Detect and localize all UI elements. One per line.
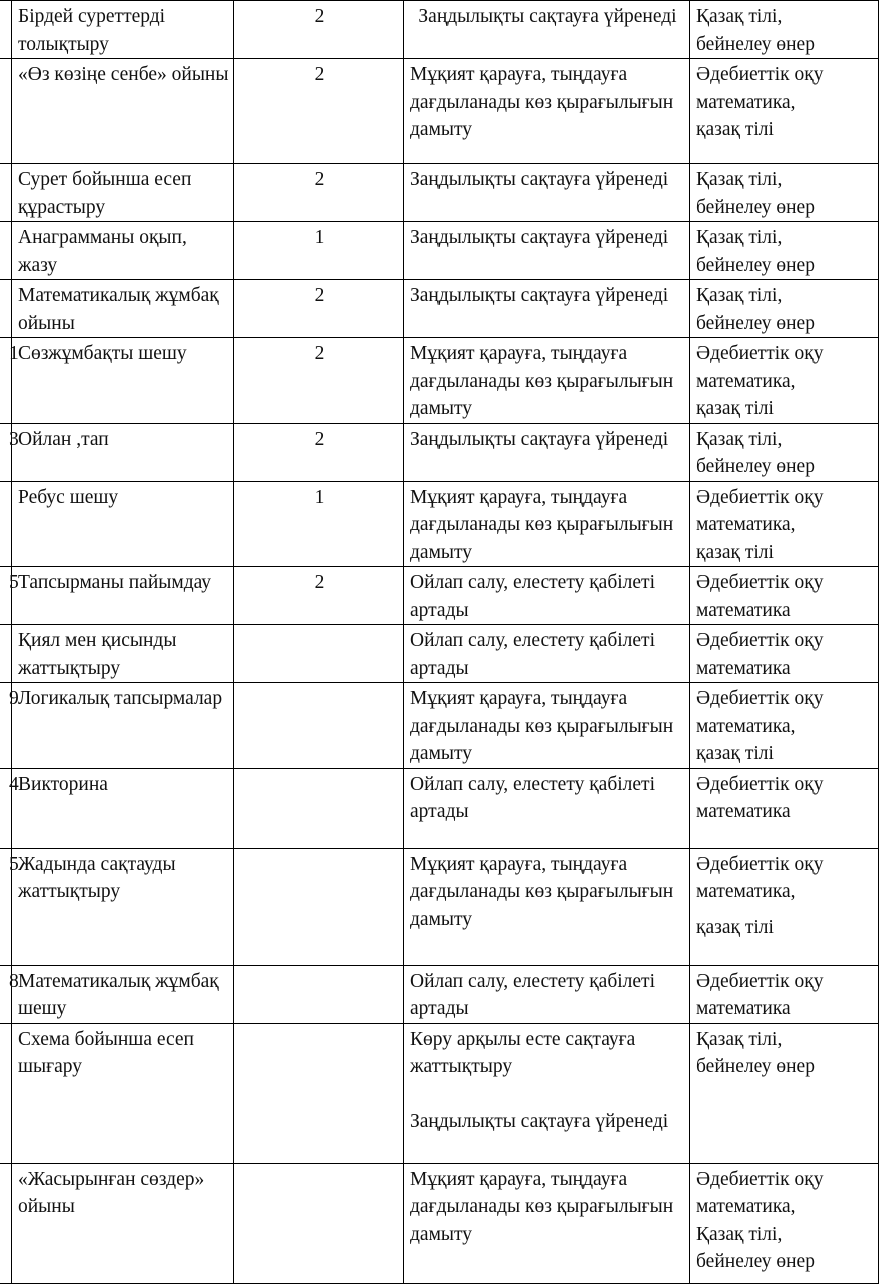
skill-cell: Ойлап салу, елестету қабілеті артады: [404, 625, 690, 683]
subjects-cell: [690, 848, 879, 965]
table-row: [0, 683, 879, 769]
subjects-cell: Қазақ тілі, бейнелеу өнер: [690, 280, 879, 338]
table-row: [0, 338, 879, 424]
row-number-cell: [0, 164, 12, 222]
skill-cell: Заңдылықты сақтауға үйренеді: [404, 423, 690, 481]
skill-cell: Заңдылықты сақтауға үйренеді: [404, 280, 690, 338]
skill-cell: [404, 1023, 690, 1163]
hours-cell: [234, 1163, 404, 1283]
subjects-cell: Әдебиеттік оқу математика, Қазақ тілі, бейнелеу өнер: [690, 1163, 879, 1283]
hours-cell: 2: [234, 164, 404, 222]
hours-cell: 2: [234, 423, 404, 481]
subjects-cell: Қазақ тілі, бейнелеу өнер: [690, 1, 879, 59]
row-number-cell: [0, 481, 12, 567]
subjects-cell: Әдебиеттік оқу математика, қазақ тілі: [690, 59, 879, 164]
table-row: [0, 567, 879, 625]
activity-name-cell: Схема бойынша есеп шығару: [12, 1023, 234, 1163]
table-row: [0, 768, 879, 848]
subjects-cell: Әдебиеттік оқу математика: [690, 965, 879, 1023]
activity-name-cell: Математикалық жұмбақ ойыны: [12, 280, 234, 338]
row-number-cell: 4: [0, 768, 12, 848]
row-number-cell: [0, 1163, 12, 1283]
skill-cell: Ойлап салу, елестету қабілеті артады: [404, 768, 690, 848]
activity-name-cell: Логикалық тапсырмалар: [12, 683, 234, 769]
skill-cell: Мұқият қарауға, тыңдауға дағдыланады көз қырағылығын дамыту: [404, 848, 690, 965]
activity-name-cell: Ребус шешу: [12, 481, 234, 567]
activity-name-cell: Сөзжұмбақты шешу: [12, 338, 234, 424]
skill-cell: Мұқият қарауға, тыңдауға дағдыланады көз қырағылығын дамыту: [404, 59, 690, 164]
row-number-cell: [0, 1023, 12, 1163]
skill-cell: Мұқият қарауға, тыңдауға дағдыланады көз қырағылығын дамыту: [404, 481, 690, 567]
hours-cell: [234, 625, 404, 683]
row-number-cell: [0, 222, 12, 280]
row-number-cell: 5: [0, 848, 12, 965]
table-row: [0, 1, 879, 59]
table-row: [0, 625, 879, 683]
activity-name-cell: Анаграмманы оқып, жазу: [12, 222, 234, 280]
subjects-cell: Қазақ тілі, бейнелеу өнер: [690, 222, 879, 280]
activity-name-cell: Тапсырманы пайымдау: [12, 567, 234, 625]
activity-name-cell: «Өз көзіңе сенбе» ойыны: [12, 59, 234, 164]
activity-name-cell: Қиял мен қисынды жаттықтыру: [12, 625, 234, 683]
skill-cell: Заңдылықты сақтауға үйренеді: [404, 164, 690, 222]
row-number-cell: [0, 625, 12, 683]
subjects-text: қазақ тілі: [696, 916, 774, 938]
table-row: [0, 280, 879, 338]
hours-cell: 2: [234, 59, 404, 164]
subjects-cell: Әдебиеттік оқу математика, қазақ тілі: [690, 683, 879, 769]
table-row: [0, 164, 879, 222]
skill-cell: Ойлап салу, елестету қабілеті артады: [404, 567, 690, 625]
row-number-cell: [0, 280, 12, 338]
subjects-cell: Қазақ тілі, бейнелеу өнер: [690, 423, 879, 481]
table-row: [0, 965, 879, 1023]
table-row: [0, 423, 879, 481]
skill-cell: Мұқият қарауға, тыңдауға дағдыланады көз қырағылығын дамыту: [404, 1163, 690, 1283]
skill-text: Көру арқылы есте сақтауға жаттықтыру: [410, 1028, 636, 1077]
subjects-text: Әдебиеттік оқу математика,: [696, 853, 824, 902]
hours-cell: [234, 848, 404, 965]
table-row: [0, 1023, 879, 1163]
hours-cell: [234, 1023, 404, 1163]
hours-cell: [234, 768, 404, 848]
table-row: [0, 59, 879, 164]
hours-cell: 2: [234, 338, 404, 424]
hours-cell: [234, 683, 404, 769]
skill-cell: Заңдылықты сақтауға үйренеді: [404, 222, 690, 280]
row-number-cell: [0, 1, 12, 59]
row-number-cell: 9: [0, 683, 12, 769]
row-number-cell: 1: [0, 338, 12, 424]
skill-cell: Мұқият қарауға, тыңдауға дағдыланады көз қырағылығын дамыту: [404, 338, 690, 424]
table-row: [0, 1163, 879, 1283]
row-number-cell: 5: [0, 567, 12, 625]
subjects-cell: Әдебиеттік оқу математика: [690, 768, 879, 848]
subjects-cell: Әдебиеттік оқу математика: [690, 567, 879, 625]
skill-cell: Мұқият қарауға, тыңдауға дағдыланады көз қырағылығын дамыту: [404, 683, 690, 769]
row-number-cell: [0, 59, 12, 164]
subjects-cell: Қазақ тілі, бейнелеу өнер: [690, 1023, 879, 1163]
skill-text: Заңдылықты сақтауға үйренеді: [410, 1110, 669, 1132]
activity-name-cell: Сурет бойынша есеп құрастыру: [12, 164, 234, 222]
row-number-cell: 3: [0, 423, 12, 481]
activity-name-cell: Жадында сақтауды жаттықтыру: [12, 848, 234, 965]
activity-name-cell: Ойлан ,тап: [12, 423, 234, 481]
row-number-cell: 8: [0, 965, 12, 1023]
hours-cell: 2: [234, 1, 404, 59]
skill-cell: Ойлап салу, елестету қабілеті артады: [404, 965, 690, 1023]
subjects-cell: Қазақ тілі, бейнелеу өнер: [690, 164, 879, 222]
subjects-cell: Әдебиеттік оқу математика, қазақ тілі: [690, 481, 879, 567]
activity-name-cell: «Жасырынған сөздер» ойыны: [12, 1163, 234, 1283]
table-row: [0, 481, 879, 567]
subjects-cell: Әдебиеттік оқу математика: [690, 625, 879, 683]
table-row: [0, 848, 879, 965]
hours-cell: [234, 965, 404, 1023]
table-row: [0, 222, 879, 280]
subjects-cell: Әдебиеттік оқу математика, қазақ тілі: [690, 338, 879, 424]
activity-name-cell: Математикалық жұмбақ шешу: [12, 965, 234, 1023]
activity-name-cell: Викторина: [12, 768, 234, 848]
skill-cell: Заңдылықты сақтауға үйренеді: [404, 1, 690, 59]
hours-cell: 1: [234, 222, 404, 280]
hours-cell: 1: [234, 481, 404, 567]
hours-cell: 2: [234, 567, 404, 625]
hours-cell: 2: [234, 280, 404, 338]
activity-name-cell: Бірдей суреттерді толықтыру: [12, 1, 234, 59]
